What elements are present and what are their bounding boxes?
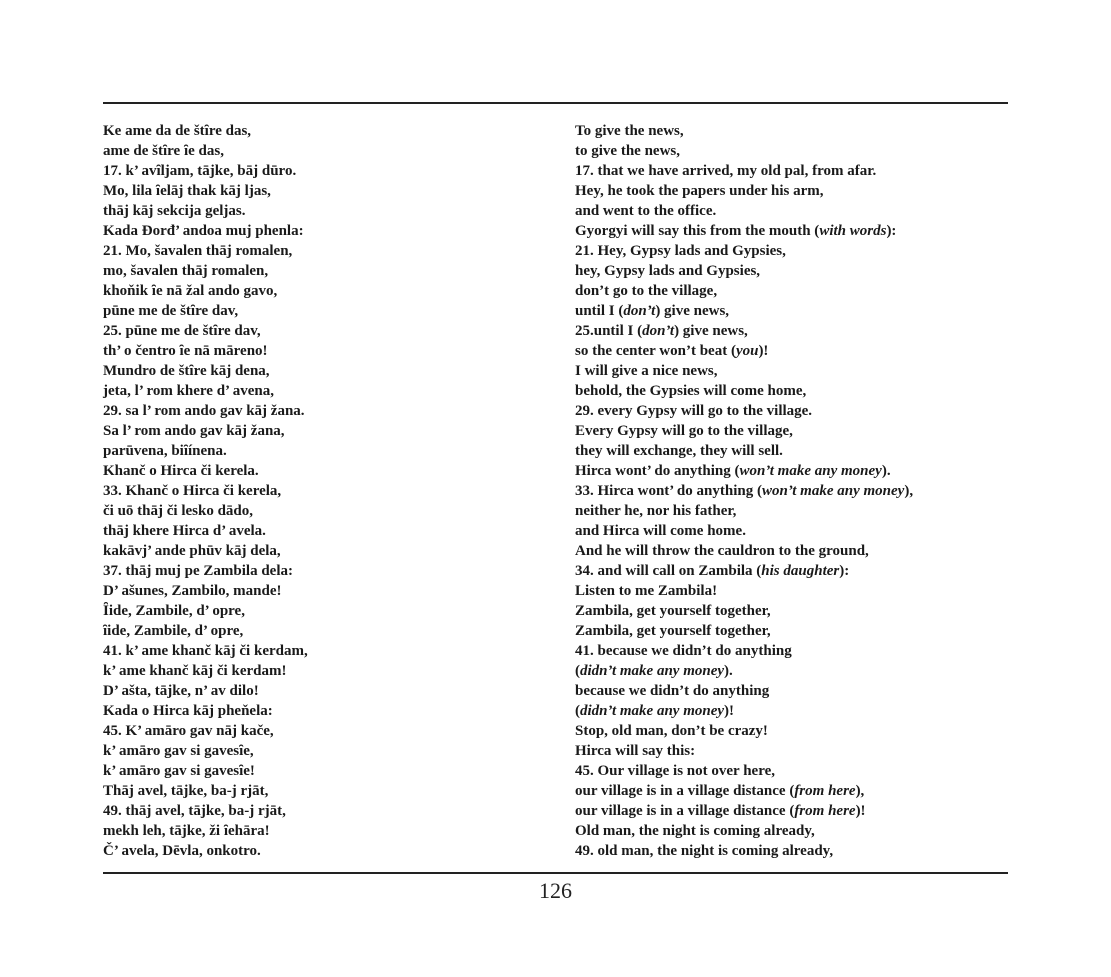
verse-line: k’ amāro gav si gavesȋe, — [103, 743, 254, 759]
verse-line: D’ ašta, tājke, n’ av dilo! — [103, 683, 259, 699]
italic-gloss: didn’t make any money — [580, 703, 725, 719]
verse-line: k’ ame khanč kāj či kerdam! — [103, 663, 287, 679]
translation-line — [575, 601, 913, 621]
page-number: 126 — [539, 878, 572, 903]
line-text: ( — [575, 703, 580, 719]
verse-line: 21. Mo, šavalen thāj romalen, — [103, 243, 293, 259]
translation-line — [575, 561, 913, 581]
line-text: ), — [904, 483, 914, 499]
line-text: ). — [881, 463, 891, 479]
line-text: they will exchange, they will sell. — [575, 443, 783, 459]
translation-line — [575, 221, 913, 241]
translation-line — [575, 181, 913, 201]
verse-line: 25. pūne me de štȋre dav, — [103, 323, 261, 339]
translation-line — [575, 341, 913, 361]
line-text: and Hirca will come home. — [575, 523, 746, 539]
line-text: our village is in a village distance ( — [575, 783, 795, 799]
verse-line: 41. k’ ame khanč kāj či kerdam, — [103, 643, 308, 659]
translation-line — [575, 301, 913, 321]
verse-line: ȋide, Zambile, d’ opre, — [103, 623, 244, 639]
line-text: ). — [724, 663, 733, 679]
line-text: Hirca will say this: — [575, 743, 696, 759]
line-text: Hirca wont’ do anything ( — [575, 463, 740, 479]
verse-line: 45. K’ amāro gav nāj kače, — [103, 723, 274, 739]
line-text: until I ( — [575, 303, 624, 319]
translation-line — [575, 141, 913, 161]
line-text: )! — [855, 803, 866, 819]
translation-line — [575, 701, 913, 721]
line-text: Zambila, get yourself together, — [575, 623, 771, 639]
translation-line — [575, 821, 913, 841]
translation-line — [575, 741, 913, 761]
verse-line: 37. thāj muj pe Zambila dela: — [103, 563, 294, 579]
translation-line — [575, 661, 913, 681]
verse-line: Mo, lila ȋelāj thak kāj ljas, — [103, 183, 271, 199]
verse-line: kakāvj’ ande phūv kāj dela, — [103, 543, 281, 559]
line-text: Zambila, get yourself together, — [575, 603, 771, 619]
translation-line — [575, 781, 913, 801]
line-text: 41. because we didn’t do anything — [575, 643, 792, 659]
translation-line — [575, 721, 913, 741]
line-text: I will give a nice news, — [575, 363, 718, 379]
line-text: ), — [855, 783, 865, 799]
top-rule — [103, 102, 1008, 104]
line-text: Every Gypsy will go to the village, — [575, 423, 793, 439]
verse-line: 29. sa l’ rom ando gav kāj žana. — [103, 403, 305, 419]
translation-line — [575, 361, 913, 381]
verse-line: Č’ avela, Dēvla, onkotro. — [103, 843, 261, 859]
italic-gloss: won’t make any money — [739, 463, 882, 479]
verse-line: 33. Khanč o Hirca či kerela, — [103, 483, 282, 499]
line-text: 33. Hirca wont’ do anything ( — [575, 483, 762, 499]
line-text: )! — [758, 343, 769, 359]
translation-line — [575, 241, 913, 261]
line-text: our village is in a village distance ( — [575, 803, 795, 819]
translation-line — [575, 161, 913, 181]
line-text: Gyorgyi will say this from the mouth ( — [575, 223, 820, 239]
line-text: because we didn’t do anything — [575, 683, 770, 699]
translation-line — [575, 381, 913, 401]
italic-gloss: don’t — [623, 303, 656, 319]
line-text: Listen to me Zambila! — [575, 583, 718, 599]
line-text: Old man, the night is coming already, — [575, 823, 815, 839]
line-text: so the center won’t beat ( — [575, 343, 736, 359]
line-text: 17. that we have arrived, my old pal, from afar. — [575, 163, 877, 179]
verse-line: khoňik ȋe nā žal ando gavo, — [103, 283, 278, 299]
line-text: 49. old man, the night is coming already, — [575, 843, 834, 859]
translation-line — [575, 681, 913, 701]
line-text: ): — [886, 223, 897, 239]
line-text: neither he, nor his father, — [575, 503, 737, 519]
verse-line: Sa l’ rom ando gav kāj žana, — [103, 423, 285, 439]
verse-line: Khanč o Hirca či kerela. — [103, 463, 259, 479]
verse-line: Kada Đorđ’ andoa muj phenla: — [103, 223, 304, 239]
verse-line: Kada o Hirca kāj pheňela: — [103, 703, 273, 719]
line-text: 25.until I ( — [575, 323, 643, 339]
verse-line: parūvena, biȋínena. — [103, 443, 227, 459]
line-text: Hey, he took the papers under his arm, — [575, 183, 824, 199]
translation-line — [575, 401, 913, 421]
translation-column — [575, 121, 913, 861]
line-text: And he will throw the cauldron to the ground, — [575, 543, 869, 559]
verse-line: 49. thāj avel, tājke, ba-j rjāt, — [103, 803, 286, 819]
line-text: )! — [724, 703, 735, 719]
italic-gloss: won’t make any money — [761, 483, 905, 499]
line-text: ) give news, — [674, 323, 748, 339]
translation-line — [575, 121, 913, 141]
translation-line — [575, 801, 913, 821]
verse-line: mo, šavalen thāj romalen, — [103, 263, 269, 279]
translation-line — [575, 521, 913, 541]
bottom-rule — [103, 872, 1008, 874]
italic-gloss: didn’t make any money — [580, 663, 725, 679]
verse-line: mekh leh, tājke, ži ȋehāra! — [103, 823, 270, 839]
translation-line — [575, 261, 913, 281]
translation-line — [575, 501, 913, 521]
line-text: ) give news, — [655, 303, 730, 319]
line-text: to give the news, — [575, 143, 680, 159]
translation-line — [575, 201, 913, 221]
verse-line: jeta, l’ rom khere d’ avena, — [103, 383, 274, 399]
italic-gloss: you — [735, 343, 759, 359]
italic-gloss: don’t — [642, 323, 675, 339]
translation-line — [575, 461, 913, 481]
verse-line: D’ ašunes, Zambilo, mande! — [103, 583, 282, 599]
line-text: don’t go to the village, — [575, 283, 718, 299]
italic-gloss: from here — [794, 803, 856, 819]
line-text: hey, Gypsy lads and Gypsies, — [575, 263, 761, 279]
verse-line: pūne me de štȋre dav, — [103, 303, 239, 319]
verse-line: Ȋide, Zambile, d’ opre, — [103, 603, 245, 619]
verse-line: k’ amāro gav si gavesȋe! — [103, 763, 255, 779]
translation-line — [575, 761, 913, 781]
italic-gloss: with words — [819, 223, 887, 239]
original-text-column — [103, 121, 308, 861]
translation-line — [575, 321, 913, 341]
translation-line — [575, 541, 913, 561]
verse-line: či uō thāj či lesko dādo, — [103, 503, 254, 519]
line-text: 45. Our village is not over here, — [575, 763, 775, 779]
translation-line — [575, 421, 913, 441]
verse-line: ame de štȋre ȋe das, — [103, 143, 224, 159]
translation-line — [575, 281, 913, 301]
line-text: 29. every Gypsy will go to the village. — [575, 403, 813, 419]
translation-line — [575, 441, 913, 461]
line-text: 34. and will call on Zambila ( — [575, 563, 762, 579]
translation-line — [575, 581, 913, 601]
line-text: ): — [839, 563, 850, 579]
line-text: behold, the Gypsies will come home, — [575, 383, 807, 399]
line-text: Stop, old man, don’t be crazy! — [575, 723, 768, 739]
italic-gloss: from here — [794, 783, 856, 799]
verse-line: thāj khere Hirca d’ avela. — [103, 523, 266, 539]
verse-line: 17. k’ avȋljam, tājke, bāj dūro. — [103, 163, 297, 179]
verse-line: Ke ame da de štȋre das, — [103, 123, 252, 139]
italic-gloss: his daughter — [761, 563, 840, 579]
line-text: To give the news, — [575, 123, 684, 139]
line-text: 21. Hey, Gypsy lads and Gypsies, — [575, 243, 786, 259]
verse-line: thāj kāj sekcija geljas. — [103, 203, 246, 219]
translation-line — [575, 481, 913, 501]
translation-line — [575, 841, 913, 861]
verse-line: Mundro de štȋre kāj dena, — [103, 363, 270, 379]
verse-line: Thāj avel, tājke, ba-j rjāt, — [103, 783, 269, 799]
line-text: ( — [575, 663, 580, 679]
translation-line — [575, 641, 913, 661]
verse-line: th’ o čentro ȋe nā māreno! — [103, 343, 268, 359]
translation-line — [575, 621, 913, 641]
line-text: and went to the office. — [575, 203, 717, 219]
